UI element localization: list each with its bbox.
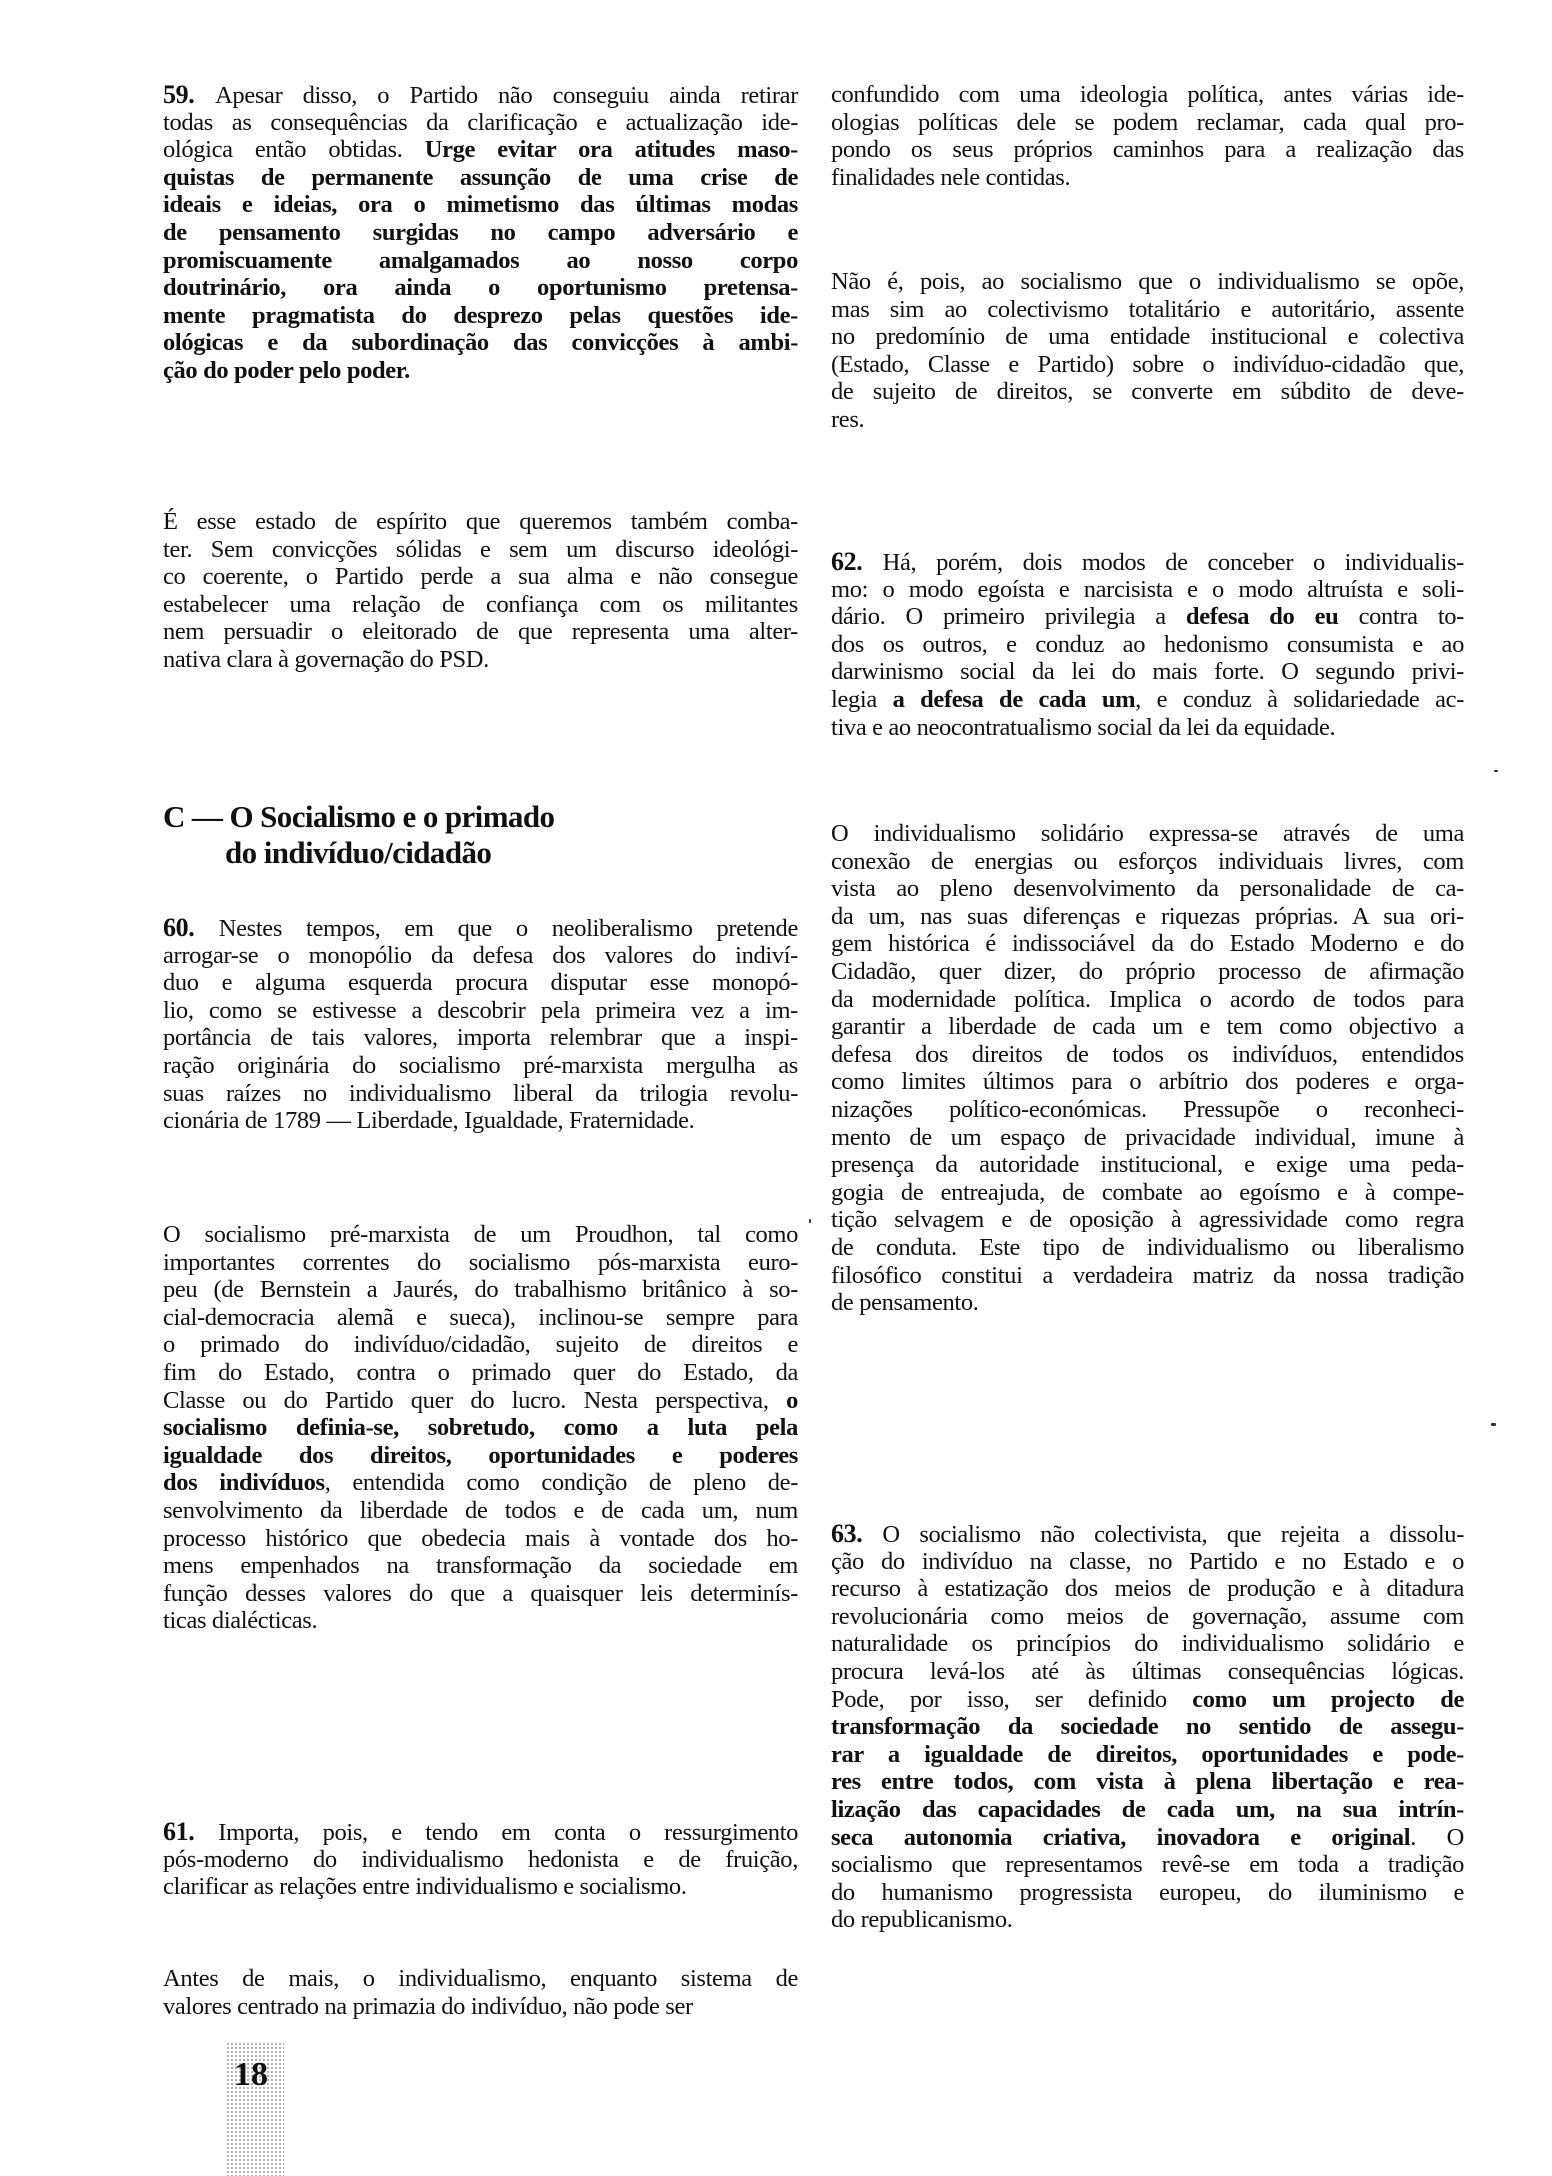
text: legia [831,685,893,713]
text: mas sim ao colectivismo totalitário e autoritário, assente [831,295,1464,323]
text: de sujeito de direitos, se converte em súbdito de deve- [831,378,1464,406]
paragraph-59 [163,81,798,385]
text-line [163,1846,798,1874]
text: arrogar-se o monopólio da defesa dos valores do indiví- [163,941,798,969]
bold-text: transformação da sociedade no sentido de assegu- [831,1713,1464,1741]
paragraph-number: 62. [831,547,883,576]
text: valores centrado na primazia do indivíduo, não pode ser [163,1992,693,2020]
bold-text: promiscuamente amalgamados ao nosso corpo [163,246,798,274]
paragraph-number: 59. [163,80,216,109]
scan-speck [1494,770,1498,772]
text-line [831,1068,1464,1096]
text-line [163,1873,798,1901]
paragraph-61-continued [163,1965,798,2020]
text-line [163,219,798,247]
section-heading [163,799,554,871]
text: garantir a liberdade de cada um e tem como objectivo a [831,1013,1464,1041]
text: nizações político-económicas. Pressupõe o reconheci- [831,1095,1464,1123]
text-line [831,1851,1464,1879]
text-line [163,1442,798,1470]
text-line [163,1993,798,2021]
bold-text: dos indivíduos [163,1469,325,1497]
text: revolucionária como meios de governação, assume com [831,1602,1464,1630]
text-line [831,820,1464,848]
text: cial-democracia alemã e sueca), inclinou-se sempre para [163,1303,798,1331]
text-line [163,357,798,385]
text-line [831,875,1464,903]
text-line [163,81,798,109]
text: O socialismo não colectivista, que rejeita a dissolu- [882,1521,1465,1548]
text: ção do indivíduo na classe, no Partido e no Estado e o [831,1547,1464,1575]
text: do humanismo progressista europeu, do iluminismo e [831,1878,1464,1906]
bold-text: socialismo definia-se, sobretudo, como a luta pela [163,1414,798,1442]
text-line [831,1289,1464,1317]
bold-text: seca autonomia criativa, inovadora e original [831,1823,1411,1851]
text-line [163,1580,798,1608]
text: dário. O primeiro privilegia a [831,603,1186,631]
text-line [163,618,798,646]
text-line [831,1603,1464,1631]
text-line [831,1906,1464,1934]
text-line [163,1331,798,1359]
bold-text: de pensamento surgidas no campo adversário e [163,218,798,246]
text: Não é, pois, ao socialismo que o individualismo se opõe, [831,268,1464,295]
text-line [163,914,798,942]
text-line [163,942,798,970]
text-line [163,302,798,330]
text-line [831,136,1464,164]
text-line [831,576,1464,604]
text-line [831,268,1464,296]
paragraph-61 [163,1818,798,1901]
text-line [163,1387,798,1415]
text-line [163,1024,798,1052]
text: vista ao pleno desenvolvimento da personalidade de ca- [831,875,1464,903]
text: presença da autoridade institucional, e exige uma peda- [831,1151,1464,1179]
bold-text: Urge evitar ora atitudes maso- [424,136,798,164]
text-line [163,969,798,997]
text: pós-moderno do individualismo hedonista e de fruição, [163,1845,798,1873]
text-line [831,81,1464,109]
text: Há, porém, dois modos de conceber o individualis- [882,549,1464,576]
text: cionária de 1789 — Liberdade, Igualdade, Fraternidade. [163,1107,695,1135]
text-line [163,136,798,164]
paragraph-61-opposition [831,268,1464,434]
text: suas raízes no individualismo liberal da trilogia revolu- [163,1079,798,1107]
text-line [831,164,1464,192]
text: ticas dialécticas. [163,1607,318,1635]
text: mens empenhados na transformação da sociedade em [163,1552,798,1580]
text: processo histórico que obedecia mais à vontade dos ho- [163,1524,798,1552]
text: co coerente, o Partido perde a sua alma e não consegue [163,563,798,591]
text: no predomínio de uma entidade institucional e colectiva [831,323,1464,351]
text-line [831,930,1464,958]
paragraph-60 [163,914,798,1135]
text-line [163,1276,798,1304]
text-line [163,536,798,564]
text: clarificar as relações entre individualismo e socialismo. [163,1873,687,1901]
text-line [163,1525,798,1553]
text-line [163,1052,798,1080]
text: o primado do indivíduo/cidadão, sujeito de direitos e [163,1331,798,1359]
text: finalidades nele contidas. [831,163,1071,191]
text-line [163,1221,798,1249]
bold-text: ideais e ideias, ora o mimetismo das últimas modas [163,191,798,219]
text-line [163,1249,798,1277]
text-line [831,1796,1464,1824]
text-line [831,351,1464,379]
text: ração originária do socialismo pré-marxista mergulha as [163,1051,798,1079]
text: do republicanismo. [831,1906,1013,1934]
text-line [163,1107,798,1135]
text-line [831,1658,1464,1686]
text: Classe ou do Partido quer do lucro. Nesta perspectiva, [163,1386,787,1414]
text: estabelecer uma relação de confiança com os militantes [163,590,798,618]
text-line [163,1304,798,1332]
text-line [831,986,1464,1014]
text: Pode, por isso, ser definido [831,1685,1193,1713]
text-line [831,686,1464,714]
text: . O [1410,1823,1464,1851]
text-line [163,1497,798,1525]
text: lio, como se estivesse a descobrir pela primeira vez a im- [163,996,798,1024]
page-number-box [226,2042,284,2176]
text: darwinismo social da lei do mais forte. O segundo privi- [831,658,1464,686]
text-line [163,1469,798,1497]
text-line [831,1548,1464,1576]
bold-text: doutrinário, ora ainda o oportunismo pretensa- [163,274,798,302]
text-line [163,329,798,357]
text: procura levá-los até às últimas consequências lógicas. [831,1657,1464,1685]
text: defesa dos direitos de todos os indivíduos, entendidos [831,1040,1464,1068]
text: , entendida como condição de pleno de- [324,1469,799,1497]
text-line [831,1520,1464,1548]
text-line [831,1713,1464,1741]
text: naturalidade os princípios do individualismo solidário e [831,1630,1464,1658]
text: mo: o modo egoísta e narcisista e o modo altruísta e soli- [831,575,1464,603]
section-heading-line2: do indivíduo/cidadão [225,835,492,870]
text-line [163,646,798,674]
text-line [163,164,798,192]
text: duo e alguma esquerda procura disputar esse monopó- [163,969,798,997]
text-line [831,1879,1464,1907]
text-line [163,508,798,536]
text: mento de um espaço de privacidade individual, imune à [831,1123,1464,1151]
text-line [831,1824,1464,1852]
text: ologias políticas dele se podem reclamar, cada qual pro- [831,108,1464,136]
text-line [163,997,798,1025]
bold-text: ção do poder pelo poder. [163,356,410,384]
paragraph-number: 60. [163,913,219,942]
bold-text: mente pragmatista do desprezo pelas questões ide- [163,301,798,329]
text: Importa, pois, e tendo em conta o ressurgimento [218,1819,798,1846]
text: socialismo que representamos revê-se em toda a tradição [831,1851,1464,1879]
bold-text: quistas de permanente assunção de uma crise de [163,163,798,191]
paragraph-62-continued [831,820,1464,1317]
text-line [831,658,1464,686]
text: Nestes tempos, em que o neoliberalismo pretende [218,915,798,942]
text: Apesar disso, o Partido não conseguiu ainda retirar [215,82,798,109]
text-line [831,1630,1464,1658]
text-line [831,1179,1464,1207]
text-line [163,1552,798,1580]
text: função desses valores do que a quaisquer leis determinís- [163,1579,798,1607]
paragraph-62 [831,548,1464,741]
text: de pensamento. [831,1289,979,1317]
text: Cidadão, quer dizer, do próprio processo de afirmação [831,957,1464,985]
section-heading-line1: C — O Socialismo e o primado [163,799,555,834]
text-line [831,1234,1464,1262]
text: dos os outros, e conduz ao hedonismo consumista e ao [831,630,1464,658]
text: fim do Estado, contra o primado quer do Estado, da [163,1358,798,1386]
text: gogia de entreajuda, de combate ao egoísmo e à compe- [831,1178,1464,1206]
text: O individualismo solidário expressa-se através de uma [831,820,1464,847]
text-line [163,191,798,219]
text-line [163,1414,798,1442]
text-line [831,1151,1464,1179]
text-line [831,1768,1464,1796]
text-line [163,109,798,137]
text: nem persuadir o eleitorado de que representa uma alter- [163,618,798,646]
bold-text: o [786,1386,798,1414]
text-line [163,563,798,591]
text: gem histórica é indissociável da do Estado Moderno e do [831,930,1464,958]
text-line [831,548,1464,576]
text: filosófico constitui a verdadeira matriz da nossa tradição [831,1261,1464,1289]
text: importantes correntes do socialismo pós-marxista euro- [163,1248,798,1276]
text-line [831,631,1464,659]
text-line [831,1124,1464,1152]
text-line [163,274,798,302]
text-line [831,1575,1464,1603]
text-line [831,1741,1464,1769]
text-line [831,1206,1464,1234]
text: da modernidade política. Implica o acordo de todos para [831,985,1464,1013]
paragraph-number: 63. [831,1519,883,1548]
bold-text: lização das capacidades de cada um, na sua intrín- [831,1795,1464,1823]
text-line [831,1041,1464,1069]
text-line [831,1686,1464,1714]
scan-speck [809,1219,811,1223]
text-line [831,1262,1464,1290]
text: conexão de energias ou esforços individuais livres, com [831,847,1464,875]
text-line [831,603,1464,631]
text: tição selvagem e de oposição à agressividade como regra [831,1206,1464,1234]
text: pondo os seus próprios caminhos para a realização das [831,136,1464,164]
bold-text: defesa do eu [1185,603,1339,631]
text-line [831,406,1464,434]
text: É esse estado de espírito que queremos também comba- [163,508,798,535]
page-number: 18 [234,2056,268,2093]
text-line [163,1818,798,1846]
text: ter. Sem convicções sólidas e sem um discurso ideológi- [163,535,798,563]
paragraph-number: 61. [163,1817,219,1846]
text-line [831,296,1464,324]
text: , e conduz à solidariedade ac- [1135,685,1465,713]
text: portância de tais valores, importa relembrar que a inspi- [163,1024,798,1052]
text-line [163,591,798,619]
text-line [163,1607,798,1635]
text: Antes de mais, o individualismo, enquanto sistema de [163,1965,798,1992]
text-line [831,1013,1464,1041]
bold-text: ológicas e da subordinação das convicções à ambi- [163,329,798,357]
text-line [831,109,1464,137]
text: senvolvimento da liberdade de todos e de cada um, num [163,1496,798,1524]
text: (Estado, Classe e Partido) sobre o indivíduo-cidadão que, [831,350,1464,378]
bold-text: como um projecto de [1192,1685,1464,1713]
text-line [163,247,798,275]
text: O socialismo pré-marxista de um Proudhon, tal como [163,1221,798,1248]
bold-text: rar a igualdade de direitos, oportunidades e pode- [831,1740,1464,1768]
bold-text: a defesa de cada um [892,685,1136,713]
text-line [163,1359,798,1387]
bold-text: igualdade dos direitos, oportunidades e poderes [163,1441,798,1469]
text: confundido com uma ideologia política, antes várias ide- [831,81,1464,108]
text-line [831,323,1464,351]
text: de conduta. Este tipo de individualismo ou liberalismo [831,1233,1464,1261]
text: da um, nas suas diferenças e riquezas próprias. A sua ori- [831,902,1464,930]
paragraph-60-continued [163,1221,798,1635]
paragraph-63 [831,1520,1464,1934]
text-line [831,1096,1464,1124]
paragraph-61-continued-right [831,81,1464,191]
text: contra to- [1338,603,1464,631]
scan-speck [1491,1423,1496,1426]
text: nativa clara à governação do PSD. [163,645,489,673]
text-line [163,1080,798,1108]
text-line [831,848,1464,876]
text: recurso à estatização dos meios de produção e à ditadura [831,1575,1464,1603]
text: como limites últimos para o arbítrio dos poderes e orga- [831,1068,1464,1096]
text-line [831,958,1464,986]
text-line [831,714,1464,742]
text: res. [831,405,865,433]
text-line [163,1965,798,1993]
paragraph-59-continued [163,508,798,674]
text-line [831,378,1464,406]
text: ológica então obtidas. [163,136,425,164]
text: peu (de Bernstein a Jaurés, do trabalhismo britânico à so- [163,1276,798,1304]
text: tiva e ao neocontratualismo social da lei da equidade. [831,713,1336,741]
text: todas as consequências da clarificação e actualização ide- [163,108,798,136]
text-line [831,903,1464,931]
bold-text: res entre todos, com vista à plena libertação e rea- [831,1768,1464,1796]
